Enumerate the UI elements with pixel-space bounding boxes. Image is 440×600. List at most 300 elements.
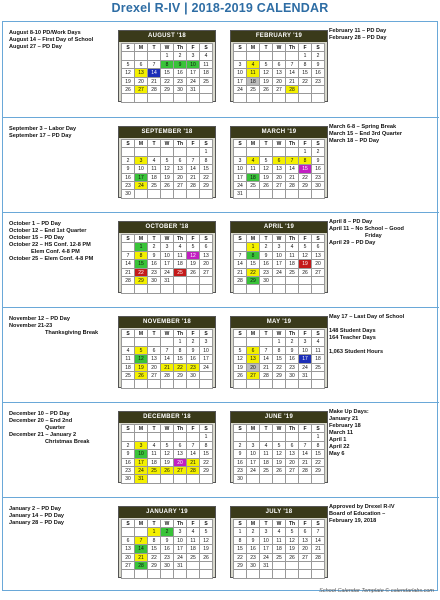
weekday-header: S — [234, 44, 247, 52]
day-grid — [121, 139, 213, 199]
weekday-header: S — [312, 44, 325, 52]
day-cell: 15 — [299, 69, 312, 77]
empty-cell — [273, 94, 286, 102]
weekday-header: W — [161, 235, 174, 243]
empty-cell — [234, 433, 247, 441]
day-cell: 11 — [260, 450, 273, 458]
day-cell: 12 — [286, 537, 299, 545]
day-cell: 3 — [187, 52, 200, 60]
day-cell: 20 — [286, 459, 299, 467]
day-cell: 3 — [234, 61, 247, 69]
empty-cell — [247, 285, 260, 293]
day-cell: 11 — [200, 61, 213, 69]
weekday-header: S — [234, 520, 247, 528]
day-cell: 10 — [161, 252, 174, 260]
day-cell: 2 — [148, 243, 161, 251]
day-cell: 18 — [148, 174, 161, 182]
note-line: May 17 – Last Day of School — [329, 314, 405, 320]
left-notes — [9, 126, 117, 140]
note-line: March 11 — [329, 430, 353, 436]
empty-cell — [260, 380, 273, 388]
weekday-header: Th — [174, 44, 187, 52]
month-header: MARCH '19 — [231, 127, 327, 138]
day-cell: 15 — [247, 260, 260, 268]
empty-cell — [122, 52, 135, 60]
day-cell: 18 — [122, 364, 135, 372]
day-cell: 6 — [299, 528, 312, 536]
day-cell: 12 — [200, 537, 213, 545]
day-cell: 8 — [200, 157, 213, 165]
weekday-header: T — [260, 425, 273, 433]
empty-cell — [187, 148, 200, 156]
day-cell: 21 — [135, 554, 148, 562]
day-cell: 1 — [161, 52, 174, 60]
weekday-header: M — [135, 425, 148, 433]
day-cell: 2 — [260, 243, 273, 251]
day-cell: 25 — [247, 86, 260, 94]
day-cell: 7 — [187, 442, 200, 450]
right-notes — [329, 219, 437, 247]
day-cell: 11 — [247, 165, 260, 173]
footer-credit: School Calendar Template © calendarlabs.com — [319, 588, 434, 594]
empty-cell — [148, 52, 161, 60]
day-cell: 8 — [299, 61, 312, 69]
day-cell: 22 — [161, 78, 174, 86]
day-cell: 26 — [273, 467, 286, 475]
weekday-header: W — [161, 44, 174, 52]
weekday-header: S — [312, 235, 325, 243]
day-cell: 28 — [135, 562, 148, 570]
day-cell: 14 — [286, 165, 299, 173]
day-cell: 17 — [273, 260, 286, 268]
day-cell: 27 — [174, 467, 187, 475]
empty-cell — [312, 277, 325, 285]
weekday-header: S — [122, 520, 135, 528]
day-cell: 30 — [161, 562, 174, 570]
day-cell: 8 — [161, 61, 174, 69]
weekday-header: S — [200, 330, 213, 338]
empty-cell — [299, 190, 312, 198]
day-cell: 28 — [299, 467, 312, 475]
month-calendar — [230, 506, 328, 578]
weekday-header: S — [200, 44, 213, 52]
day-cell: 13 — [247, 355, 260, 363]
day-cell: 25 — [312, 364, 325, 372]
weekday-header: S — [122, 140, 135, 148]
empty-cell — [260, 94, 273, 102]
day-cell: 31 — [260, 562, 273, 570]
empty-cell — [312, 372, 325, 380]
weekday-header: T — [260, 330, 273, 338]
day-grid — [233, 139, 325, 199]
weekday-header: M — [247, 520, 260, 528]
note-line: Board of Education – — [329, 511, 386, 517]
day-cell: 21 — [187, 174, 200, 182]
month-row — [3, 117, 439, 212]
weekday-header: F — [299, 44, 312, 52]
day-cell: 9 — [312, 157, 325, 165]
weekday-header: F — [187, 520, 200, 528]
day-cell: 4 — [260, 442, 273, 450]
day-cell: 15 — [234, 545, 247, 553]
note-line: March 15 – End 3rd Quarter — [329, 131, 403, 137]
day-cell: 18 — [260, 459, 273, 467]
empty-cell — [299, 277, 312, 285]
day-cell: 16 — [260, 260, 273, 268]
month-row — [3, 497, 439, 592]
empty-cell — [286, 148, 299, 156]
day-cell: 19 — [286, 545, 299, 553]
day-cell: 25 — [148, 467, 161, 475]
day-grid — [233, 234, 325, 294]
day-cell: 18 — [148, 459, 161, 467]
day-cell: 24 — [187, 78, 200, 86]
day-cell: 4 — [174, 243, 187, 251]
empty-cell — [187, 190, 200, 198]
day-cell: 26 — [200, 554, 213, 562]
day-cell: 30 — [312, 182, 325, 190]
day-cell: 6 — [247, 347, 260, 355]
day-cell: 12 — [122, 69, 135, 77]
empty-cell — [273, 148, 286, 156]
day-cell: 9 — [122, 165, 135, 173]
day-cell: 22 — [273, 364, 286, 372]
weekday-header: T — [148, 330, 161, 338]
day-cell: 16 — [161, 545, 174, 553]
day-cell: 11 — [174, 252, 187, 260]
empty-cell — [299, 475, 312, 483]
empty-cell — [148, 338, 161, 346]
weekday-header: T — [148, 140, 161, 148]
day-cell: 7 — [135, 537, 148, 545]
day-cell: 5 — [187, 243, 200, 251]
day-cell: 4 — [247, 157, 260, 165]
weekday-header: W — [273, 235, 286, 243]
empty-cell — [260, 570, 273, 578]
weekday-header: F — [299, 425, 312, 433]
empty-cell — [122, 433, 135, 441]
day-cell: 10 — [299, 347, 312, 355]
empty-cell — [135, 380, 148, 388]
day-cell: 25 — [200, 78, 213, 86]
day-cell: 17 — [135, 174, 148, 182]
day-cell: 23 — [122, 182, 135, 190]
day-cell: 15 — [174, 355, 187, 363]
note-line: April 8 – PD Day — [329, 219, 373, 225]
note-line — [329, 321, 437, 328]
weekday-header: S — [200, 235, 213, 243]
empty-cell — [187, 285, 200, 293]
empty-cell — [312, 570, 325, 578]
empty-cell — [161, 285, 174, 293]
note-line: Christmas Break — [45, 439, 90, 445]
empty-cell — [135, 52, 148, 60]
day-grid — [121, 234, 213, 294]
day-cell: 7 — [286, 61, 299, 69]
day-cell: 3 — [234, 157, 247, 165]
weekday-header: S — [234, 140, 247, 148]
day-cell: 22 — [299, 78, 312, 86]
weekday-header: F — [187, 140, 200, 148]
empty-cell — [286, 190, 299, 198]
day-cell: 23 — [286, 364, 299, 372]
weekday-header: S — [234, 425, 247, 433]
note-line: January 14 – PD Day — [9, 513, 65, 519]
day-cell: 5 — [286, 528, 299, 536]
day-cell: 21 — [234, 269, 247, 277]
empty-cell — [148, 380, 161, 388]
weekday-header: S — [122, 44, 135, 52]
day-cell: 25 — [174, 269, 187, 277]
day-cell: 24 — [234, 86, 247, 94]
note-line: September 17 – PD Day — [9, 133, 72, 139]
day-cell: 27 — [286, 467, 299, 475]
month-calendar — [118, 316, 216, 388]
day-cell: 11 — [187, 537, 200, 545]
day-cell: 30 — [174, 86, 187, 94]
day-cell: 14 — [286, 69, 299, 77]
note-line: October 22 – HS Conf. 12-8 PM — [9, 242, 91, 248]
note-line: October 1 – PD Day — [9, 221, 61, 227]
day-cell: 4 — [286, 243, 299, 251]
empty-cell — [260, 148, 273, 156]
day-cell: 14 — [135, 545, 148, 553]
day-cell: 2 — [286, 338, 299, 346]
day-cell: 8 — [247, 252, 260, 260]
day-cell: 9 — [148, 252, 161, 260]
day-cell: 22 — [247, 269, 260, 277]
note-line: January 28 – PD Day — [9, 520, 65, 526]
day-cell: 12 — [299, 252, 312, 260]
day-cell: 4 — [122, 347, 135, 355]
day-cell: 5 — [299, 243, 312, 251]
day-cell: 13 — [312, 252, 325, 260]
weekday-header: S — [312, 520, 325, 528]
day-cell: 4 — [148, 157, 161, 165]
day-cell: 8 — [200, 442, 213, 450]
day-cell: 24 — [135, 467, 148, 475]
empty-cell — [174, 570, 187, 578]
empty-cell — [200, 277, 213, 285]
day-cell: 27 — [135, 86, 148, 94]
empty-cell — [312, 562, 325, 570]
day-cell: 1 — [148, 528, 161, 536]
day-cell: 27 — [299, 554, 312, 562]
empty-cell — [247, 475, 260, 483]
day-cell: 28 — [312, 554, 325, 562]
day-cell: 5 — [122, 61, 135, 69]
day-grid — [233, 43, 325, 103]
day-cell: 5 — [234, 347, 247, 355]
day-cell: 23 — [187, 364, 200, 372]
day-cell: 30 — [122, 475, 135, 483]
month-header: NOVEMBER '18 — [119, 317, 215, 328]
day-cell: 9 — [174, 61, 187, 69]
weekday-header: Th — [286, 425, 299, 433]
right-notes — [329, 314, 437, 356]
day-cell: 20 — [135, 78, 148, 86]
empty-cell — [174, 148, 187, 156]
empty-cell — [174, 433, 187, 441]
day-cell: 20 — [174, 174, 187, 182]
day-cell: 14 — [187, 450, 200, 458]
month-row — [3, 22, 439, 117]
day-cell: 3 — [174, 528, 187, 536]
month-header: DECEMBER '18 — [119, 412, 215, 423]
note-line: December 20 – End 2nd — [9, 418, 73, 424]
day-cell: 19 — [273, 459, 286, 467]
empty-cell — [161, 433, 174, 441]
day-cell: 7 — [312, 528, 325, 536]
day-cell: 3 — [135, 157, 148, 165]
month-header: FEBRUARY '19 — [231, 31, 327, 42]
day-cell: 14 — [260, 355, 273, 363]
empty-cell — [273, 380, 286, 388]
empty-cell — [247, 380, 260, 388]
empty-cell — [161, 475, 174, 483]
note-line: October 25 – Elem Conf. 4-8 PM — [9, 256, 94, 262]
weekday-header: W — [161, 520, 174, 528]
day-cell: 29 — [148, 562, 161, 570]
empty-cell — [122, 285, 135, 293]
empty-cell — [161, 190, 174, 198]
empty-cell — [187, 94, 200, 102]
day-cell: 10 — [260, 537, 273, 545]
day-grid — [233, 424, 325, 484]
day-cell: 28 — [122, 277, 135, 285]
right-notes — [329, 504, 437, 525]
day-cell: 5 — [260, 61, 273, 69]
month-calendar — [230, 316, 328, 388]
empty-cell — [200, 190, 213, 198]
empty-cell — [286, 433, 299, 441]
day-cell: 21 — [260, 364, 273, 372]
day-cell: 10 — [273, 252, 286, 260]
weekday-header: M — [247, 44, 260, 52]
day-cell: 1 — [299, 52, 312, 60]
note-line: Quarter — [45, 425, 66, 431]
day-cell: 2 — [234, 442, 247, 450]
day-cell: 19 — [260, 78, 273, 86]
empty-cell — [234, 94, 247, 102]
weekday-header: Th — [174, 330, 187, 338]
empty-cell — [286, 570, 299, 578]
day-cell: 17 — [174, 545, 187, 553]
empty-cell — [299, 562, 312, 570]
empty-cell — [273, 433, 286, 441]
day-cell: 16 — [247, 545, 260, 553]
note-line: October 15 – PD Day — [9, 235, 65, 241]
day-cell: 14 — [122, 260, 135, 268]
empty-cell — [260, 190, 273, 198]
day-cell: 20 — [273, 78, 286, 86]
day-cell: 16 — [312, 69, 325, 77]
note-line: September 3 – Labor Day — [9, 126, 77, 132]
empty-cell — [161, 380, 174, 388]
empty-cell — [299, 433, 312, 441]
empty-cell — [187, 570, 200, 578]
day-cell: 21 — [148, 78, 161, 86]
day-cell: 31 — [299, 372, 312, 380]
empty-cell — [200, 285, 213, 293]
day-cell: 2 — [122, 157, 135, 165]
weekday-header: S — [312, 330, 325, 338]
left-notes — [9, 30, 117, 51]
note-line: February 19, 2018 — [329, 518, 377, 524]
day-cell: 25 — [260, 467, 273, 475]
day-cell: 3 — [299, 338, 312, 346]
day-cell: 28 — [286, 182, 299, 190]
day-cell: 6 — [286, 442, 299, 450]
day-cell: 29 — [234, 562, 247, 570]
day-cell: 11 — [122, 355, 135, 363]
day-cell: 27 — [148, 372, 161, 380]
empty-cell — [135, 190, 148, 198]
day-cell: 5 — [200, 528, 213, 536]
day-grid — [121, 424, 213, 484]
weekday-header: T — [148, 520, 161, 528]
empty-cell — [234, 148, 247, 156]
right-notes — [329, 124, 437, 145]
note-line: March 6-8 – Spring Break — [329, 124, 397, 130]
day-cell: 27 — [273, 182, 286, 190]
day-cell: 15 — [148, 545, 161, 553]
empty-cell — [122, 94, 135, 102]
weekday-header: Th — [174, 520, 187, 528]
weekday-header: S — [200, 520, 213, 528]
day-cell: 24 — [135, 182, 148, 190]
day-cell: 26 — [135, 372, 148, 380]
weekday-header: Th — [286, 140, 299, 148]
day-cell: 27 — [273, 86, 286, 94]
day-cell: 31 — [135, 475, 148, 483]
month-row — [3, 402, 439, 497]
day-cell: 1 — [247, 243, 260, 251]
day-cell: 16 — [234, 459, 247, 467]
day-cell: 16 — [174, 69, 187, 77]
day-cell: 17 — [234, 174, 247, 182]
day-cell: 17 — [200, 355, 213, 363]
day-cell: 9 — [187, 347, 200, 355]
note-line: February 18 — [329, 423, 361, 429]
empty-cell — [161, 148, 174, 156]
empty-cell — [234, 243, 247, 251]
weekday-header: S — [122, 330, 135, 338]
day-cell: 2 — [187, 338, 200, 346]
day-cell: 21 — [161, 364, 174, 372]
right-notes — [329, 28, 437, 42]
day-cell: 27 — [247, 372, 260, 380]
day-cell: 7 — [260, 347, 273, 355]
day-cell: 1 — [135, 243, 148, 251]
day-cell: 3 — [260, 528, 273, 536]
note-line: 148 Student Days — [329, 328, 376, 334]
empty-cell — [200, 380, 213, 388]
day-cell: 25 — [273, 554, 286, 562]
note-line: August 14 – First Day of School — [9, 37, 94, 43]
day-cell: 4 — [273, 528, 286, 536]
day-cell: 19 — [200, 545, 213, 553]
day-cell: 14 — [161, 355, 174, 363]
day-cell: 29 — [273, 372, 286, 380]
day-cell: 5 — [273, 442, 286, 450]
empty-cell — [234, 52, 247, 60]
day-cell: 26 — [299, 269, 312, 277]
day-cell: 18 — [247, 78, 260, 86]
day-cell: 22 — [200, 174, 213, 182]
empty-cell — [273, 562, 286, 570]
day-cell: 4 — [200, 52, 213, 60]
